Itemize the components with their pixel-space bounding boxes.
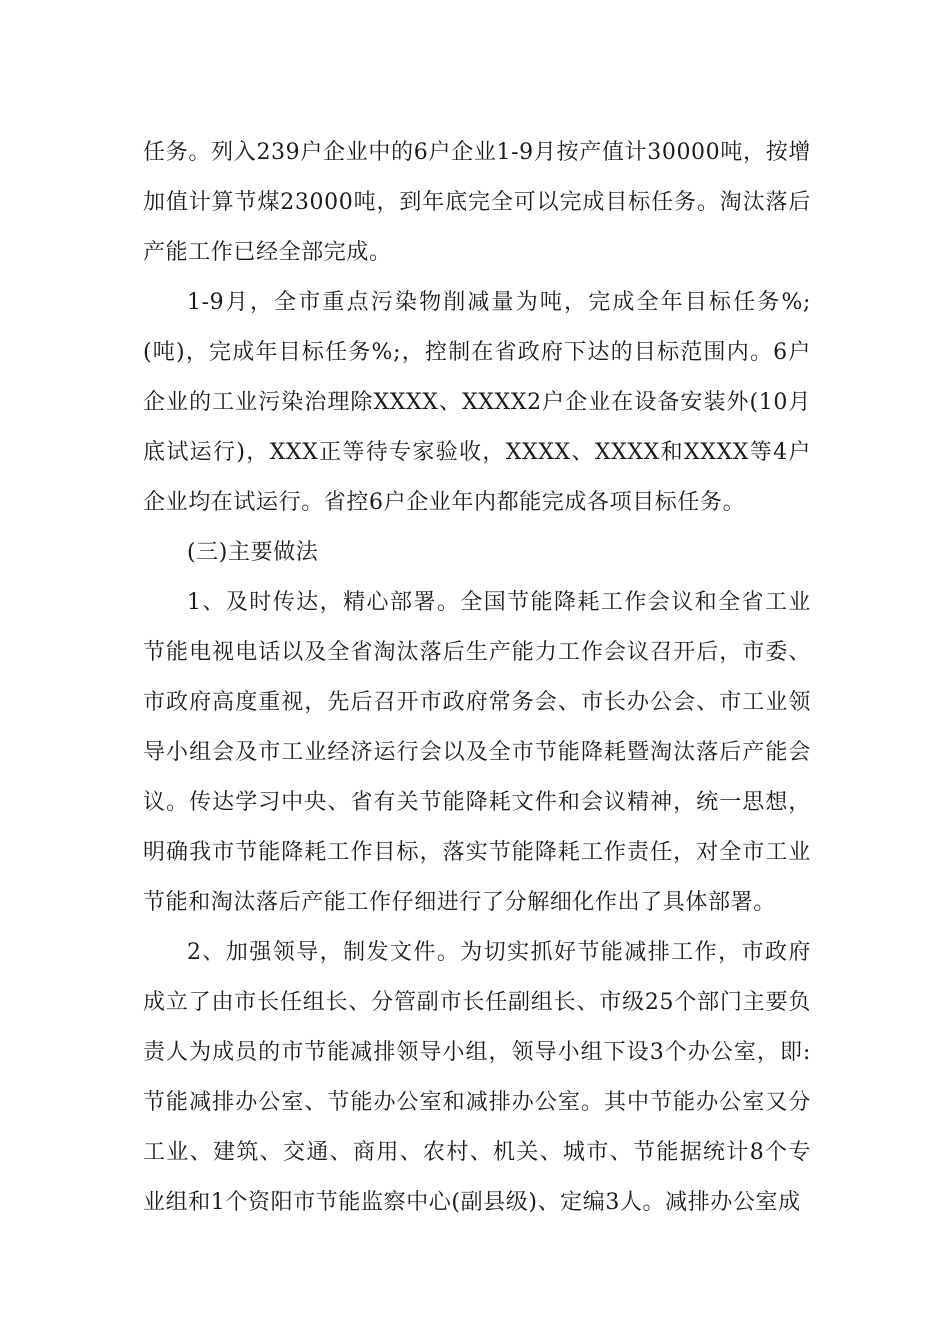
paragraph-continuation: 任务。列入239户企业中的6户企业1-9月按产值计30000吨，按增加值计算节煤23000吨，到年底完全可以完成目标任务。淘汰落后产能工作已经全部完成。 (143, 140, 811, 265)
paragraph-pollution-reduction: 1-9月，全市重点污染物削减量为吨，完成全年目标任务%;(吨)，完成年目标任务%;，控制在省政府下达的目标范围内。6户企业的工业污染治理除XXXX、XXXX2户企业在设备安装外(10月底试运行)，XXX正等待专家验收，XXXX、XXXX和XXXX等4户企业均在试运行。省控6户企业年内都能完成各项目标任务。 (143, 290, 811, 515)
paragraph-leadership: 2、加强领导，制发文件。为切实抓好节能减排工作，市政府成立了由市长任组长、分管副市长任副组长、市级25个部门主要负责人为成员的市节能减排领导小组，领导小组下设3个办公室，即:节能减排办公室、节能办公室和减排办公室。其中节能办公室又分工业、建筑、交通、商用、农村、机关、城市、节能据统计8个专业组和1个资阳市节能监察中心(副县级)、定编3人。减排办公室成 (143, 940, 811, 1215)
section-heading-main-practices: (三)主要做法 (187, 540, 319, 565)
document-body (143, 128, 811, 1228)
paragraph-deployment: 1、及时传达，精心部署。全国节能降耗工作会议和全省工业节能电视电话以及全省淘汰落后生产能力工作会议召开后，市委、市政府高度重视，先后召开市政府常务会、市长办公会、市工业领导小组会及市工业经济运行会以及全市节能降耗暨淘汰落后产能会议。传达学习中央、省有关节能降耗文件和会议精神，统一思想，明确我市节能降耗工作目标，落实节能降耗工作责任，对全市工业节能和淘汰落后产能工作仔细进行了分解细化作出了具体部署。 (143, 590, 811, 915)
